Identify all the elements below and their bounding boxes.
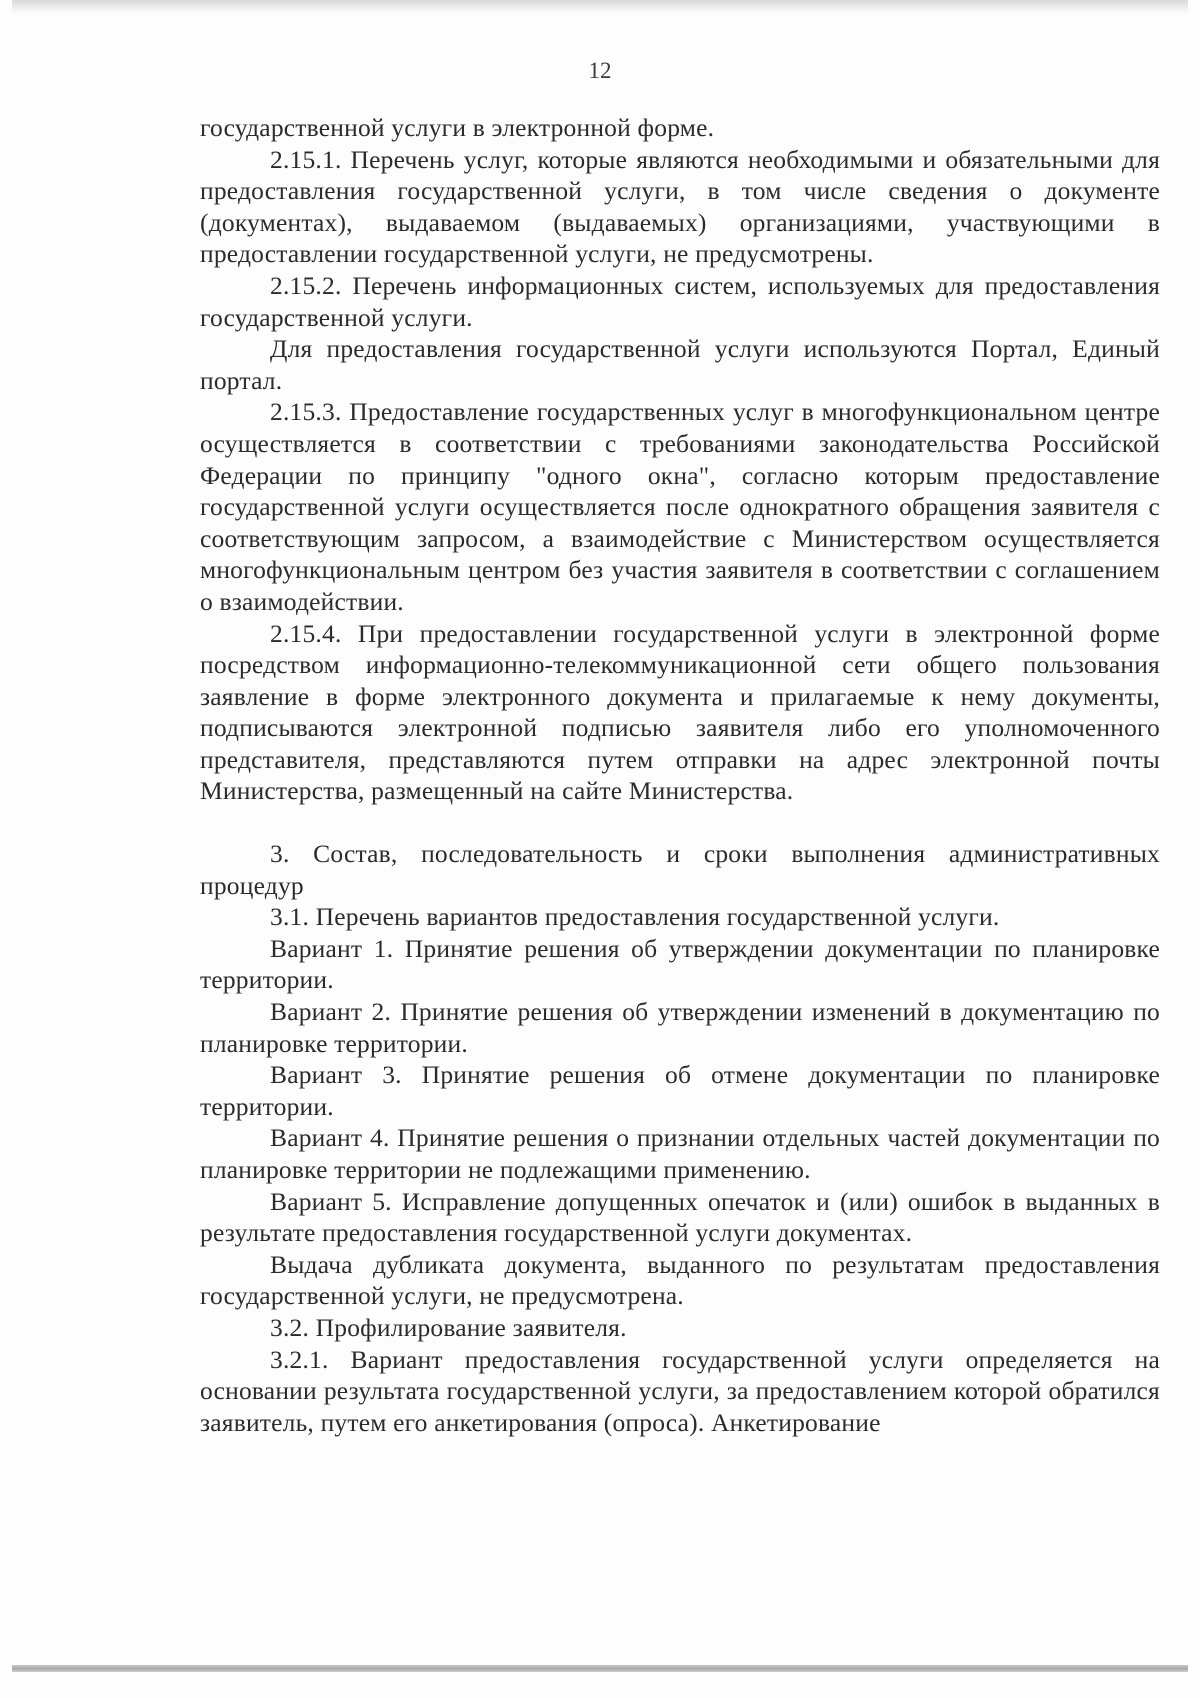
paragraph-portal: Для предоставления государственной услуги используются Портал, Единый портал. — [200, 334, 1160, 395]
paragraph-3-2: 3.2. Профилирование заявителя. — [270, 1312, 627, 1342]
paragraph-duplicate: Выдача дубликата документа, выданного по результатам предоставления государственной услуги, не предусмотрена. — [200, 1249, 1160, 1311]
paragraph-continuation: государственной услуги в электронной форме. — [200, 113, 715, 142]
paragraph-variant-5: Вариант 5. Исправление допущенных опечаток и (или) ошибок в выданных в результате предоставления государственной услуги документах. — [200, 1186, 1160, 1248]
paragraph-2-15-1: 2.15.1. Перечень услуг, которые являются необходимыми и обязательными для предоставления государственной услуги, в том числе сведения о документе (документах), выдаваемом (выдаваемых) организациями, участвующими в предоставлении государственной услуги, не предусмотрены. — [200, 144, 1160, 269]
paragraph-2-15-4: 2.15.4. При предоставлении государственной услуги в электронной форме посредством информационно-телекоммуникационной сети общего пользования заявление в форме электронного документа и прилагаемые к нему документы, подписываются электронной подписью заявителя либо его уполномоченного представителя, представляются путем отправки на адрес электронной почты Министерства, размещенный на сайте Министерства. — [200, 618, 1160, 806]
paragraph-variant-3: Вариант 3. Принятие решения об отмене документации по планировке территории. — [200, 1060, 1160, 1121]
paragraph-variant-4: Вариант 4. Принятие решения о признании отдельных частей документации по планировке территории не подлежащими применению. — [200, 1123, 1160, 1184]
document-body — [200, 112, 1160, 1438]
page-number: 12 — [588, 58, 612, 83]
section-3-heading: 3. Состав, последовательность и сроки выполнения административных процедур — [200, 839, 1160, 900]
paragraph-2-15-2: 2.15.2. Перечень информационных систем, используемых для предоставления государственной услуги. — [200, 270, 1160, 332]
scan-bottom-edge — [12, 1665, 1188, 1672]
paragraph-variant-2: Вариант 2. Принятие решения об утверждении изменений в документацию по планировке территории. — [200, 997, 1160, 1058]
scan-top-edge — [12, 0, 1188, 14]
paragraph-2-15-3: 2.15.3. Предоставление государственных услуг в многофункциональном центре осуществляется в соответствии с требованиями законодательства Российской Федерации по принципу "одного окна", согласно которым предоставление государственной услуги осуществляется после однократного обращения заявителя с соответствующим запросом, а взаимодействие с Министерством осуществляется многофункциональным центром без участия заявителя в соответствии с соглашением о взаимодействии. — [200, 397, 1160, 616]
paragraph-3-1: 3.1. Перечень вариантов предоставления государственной услуги. — [270, 902, 1000, 932]
paragraph-variant-1: Вариант 1. Принятие решения об утверждении документации по планировке территории. — [200, 933, 1160, 995]
paragraph-3-2-1: 3.2.1. Вариант предоставления государственной услуги определяется на основании результата государственной услуги, за предоставлением которой обратился заявитель, путем его анкетирования (опроса). Анкетирование — [200, 1344, 1160, 1437]
